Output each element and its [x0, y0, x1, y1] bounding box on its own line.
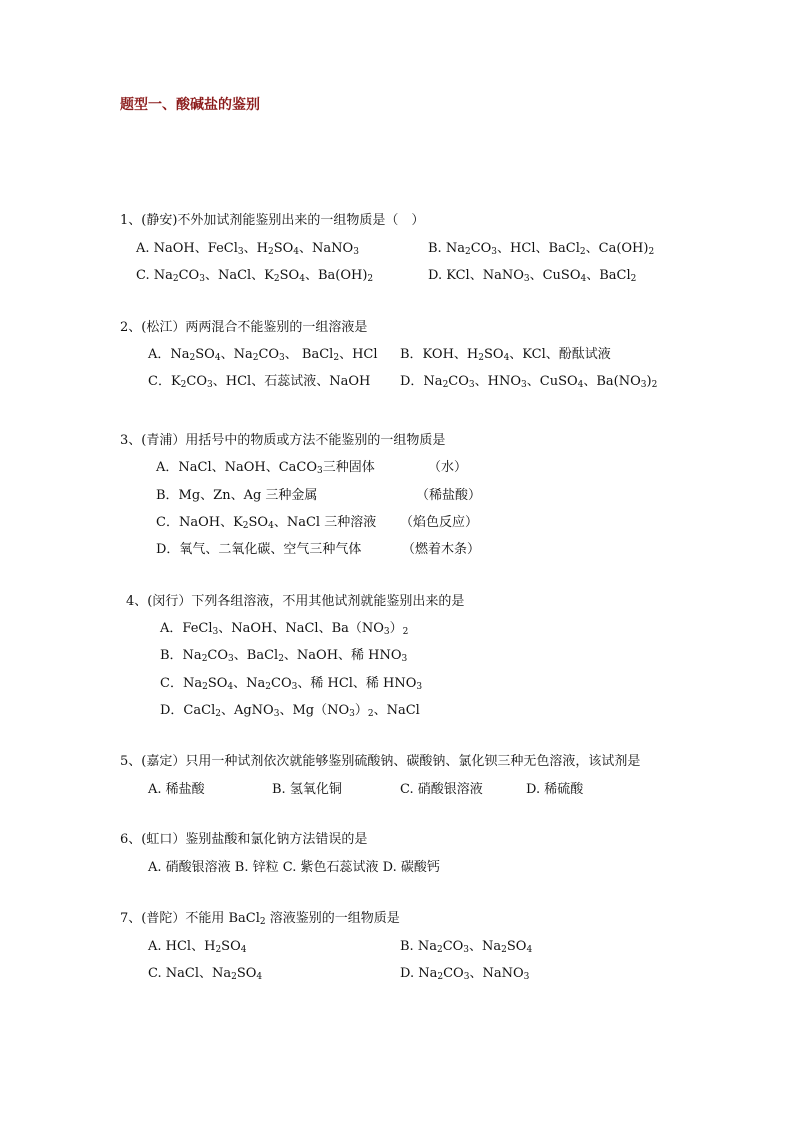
question-6-options: A. 硝酸银溶液 B. 锌粒 C. 紫色石蕊试液 D. 碳酸钙: [148, 860, 440, 875]
question-5-stem: 5、(嘉定）只用一种试剂依次就能够鉴别硫酸钠、碳酸钠、氯化钡三种无色溶液，该试剂是: [120, 754, 641, 769]
question-2-option-b: B．KOH、$H_2SO_4$、KCl、酚酞试液: [400, 347, 611, 363]
question-3-stem: 3、(青浦）用括号中的物质或方法不能鉴别的一组物质是: [120, 433, 446, 448]
question-1-option-c: C. $Na_2CO_3$、NaCl、$K_2SO_4$、$Ba(OH)_2$: [136, 268, 374, 284]
question-3-option-a-method: （水）: [428, 460, 468, 475]
section-title: 题型一、酸碱盐的鉴别: [120, 97, 260, 113]
question-2-stem: 2、(松江）两两混合不能鉴别的一组溶液是: [120, 320, 368, 335]
question-3-option-b-method: （稀盐酸）: [416, 488, 482, 503]
question-7-option-c: C. NaCl、$Na_2SO_4$: [148, 966, 263, 982]
question-2-option-d: D．$Na_2CO_3$、$HNO_3$、CuSO$_4$、$Ba(NO_3)_2$: [400, 374, 658, 390]
question-4-option-b: B．$Na_2CO_3$、BaCl$_2$、NaOH、稀 $HNO_3$: [160, 648, 408, 664]
question-4-stem: 4、(闵行）下列各组溶液，不用其他试剂就能鉴别出来的是: [126, 594, 465, 609]
question-5-option-b: B. 氢氧化铜: [272, 782, 342, 797]
question-5-option-d: D. 稀硫酸: [526, 782, 584, 797]
question-3-option-c: C．NaOH、$K_2SO_4$、NaCl 三种溶液: [156, 515, 377, 531]
question-7-option-b: B. $Na_2CO_3$、$Na_2SO_4$: [400, 939, 533, 955]
question-5-option-c: C. 硝酸银溶液: [400, 782, 483, 797]
question-4-option-d: D．CaCl$_2$、AgNO$_3$、$Mg(NO_3)_2$、NaCl: [160, 703, 420, 719]
question-3-option-c-method: （焰色反应）: [400, 515, 479, 530]
question-5-option-a: A. 稀盐酸: [148, 782, 205, 797]
question-3-option-b: B．Mg、Zn、Ag 三种金属: [156, 488, 318, 503]
question-7-option-d: D. $Na_2CO_3$、NaNO$_3$: [400, 966, 530, 982]
question-7-stem: 7、(普陀）不能用 BaCl$_2$ 溶液鉴别的一组物质是: [120, 911, 400, 927]
question-1-option-b: B. $Na_2CO_3$、HCl、BaCl$_2$、$Ca(OH)_2$: [428, 241, 655, 257]
question-1-option-d: D. KCl、NaNO$_3$、CuSO$_4$、BaCl$_2$: [428, 268, 637, 284]
question-4-option-a: A．FeCl$_3$、NaOH、NaCl、$Ba(NO_3)_2$: [160, 621, 409, 637]
question-3-option-d: D．氧气、二氧化碳、空气三种气体: [156, 542, 362, 557]
question-4-option-c: C．$Na_2SO_4$、$Na_2CO_3$、稀 HCl、稀 $HNO_3$: [160, 676, 423, 692]
question-3-option-a: A．NaCl、NaOH、CaCO$_3$三种固体: [156, 460, 375, 476]
question-6-stem: 6、(虹口）鉴别盐酸和氯化钠方法错误的是: [120, 832, 368, 847]
question-1-option-a: A. NaOH、FeCl$_3$、$H_2SO_4$、NaNO$_3$: [136, 241, 359, 257]
question-2-option-a: A．$Na_2SO_4$、$Na_2CO_3$、 BaCl$_2$、HCl: [148, 347, 378, 363]
question-1-stem: 1、(静安)不外加试剂能鉴别出来的一组物质是（ ）: [120, 213, 425, 228]
question-7-option-a: A. HCl、$H_2SO_4$: [148, 939, 247, 955]
question-3-option-d-method: （燃着木条）: [402, 542, 481, 557]
question-2-option-c: C．$K_2CO_3$、HCl、石蕊试液、NaOH: [148, 374, 371, 390]
